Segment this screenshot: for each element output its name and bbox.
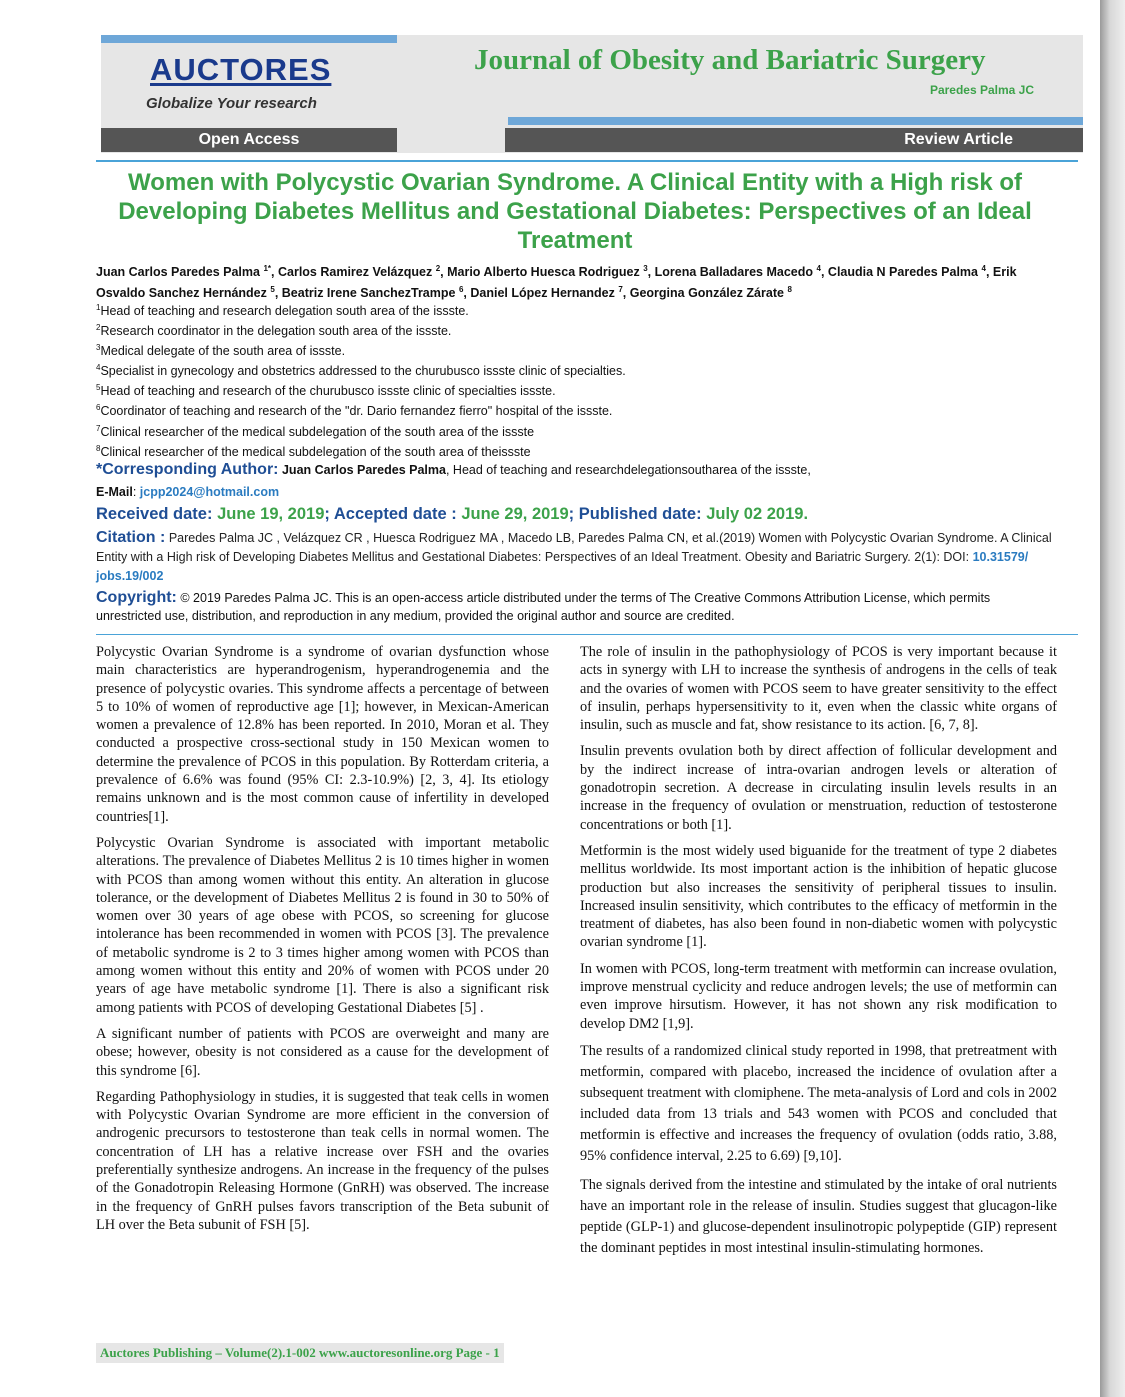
affiliation-number: 5 [96, 383, 101, 393]
email-line: E-Mail: jcpp2024@hotmail.com [96, 485, 280, 499]
paragraph: In women with PCOS, long-term treatment with metformin can increase ovulation, improve menstrual cyclicity and reduce androgen levels; the use of metformin can even improve hirsutism. However, it has not shown any risk modification to develop DM2 [1,9]. [580, 960, 1057, 1032]
affiliation-number: 2 [96, 323, 101, 333]
divider [96, 634, 1078, 635]
paragraph: Polycystic Ovarian Syndrome is associated with important metabolic alterations. The prevalence of Diabetes Mellitus 2 is 10 times higher in women with PCOS than among women without this entity. An alteration in glucose tolerance, or the development of Diabetes Mellitus 2 is found in 30 to 50% of women over 30 years of age obese with PCOS, so screening for glucose intolerance has been recommended in women with PCOS [3]. The prevalence of metabolic syndrome is 2 to 3 times higher among women with PCOS than among women without this entity and 20% of women with PCOS under 20 years of age have metabolic syndrome [1]. There is also a significant risk among patients with PCOS of developing Gestational Diabetes [5] . [96, 834, 549, 1016]
citation-label: Citation : [96, 529, 166, 546]
corresponding-detail: , Head of teaching and researchdelegationsoutharea of the issste, [445, 463, 811, 477]
affiliation [96, 419, 1056, 439]
affiliation [96, 298, 1056, 318]
author-affiliation-mark: 7 [618, 285, 623, 295]
header-accent-line [101, 35, 397, 43]
paragraph: The signals derived from the intestine and stimulated by the intake of oral nutrients have an important role in the release of insulin. Studies suggest that glucagon-like peptide (GLP-1) and glucose-dependent insulinotropic polypeptide (GIP) represent the dominant peptides in most intestinal insulin-stimulating hormones. [580, 1176, 1057, 1256]
doi-link[interactable]: 10.31579/ jobs.19/002 [96, 550, 1029, 583]
corresponding-name: Juan Carlos Paredes Palma [281, 463, 446, 477]
page-edge-shadow [1100, 0, 1125, 1397]
affiliation-number: 7 [96, 423, 101, 433]
body-column-left [96, 643, 549, 1242]
publisher-logo: AUCTORES [150, 52, 332, 87]
citation-journal: Obesity and Bariatric Surgery. 2(1): DOI: [744, 550, 970, 564]
paragraph: Polycystic Ovarian Syndrome is a syndrome of ovarian dysfunction whose main characteristics are hyperandrogenism, hyperandrogenemia and the presence of polycystic ovaries. This syndrome affects a percentage of between 5 to 10% of women of reproductive age [1]; however, in Mexican-American women a prevalence of 12.8% has been reported. In 2010, Moran et al. They conducted a prospective cross-sectional study in 150 Mexican women to determine the prevalence of PCOS in this population. By Rotterdam criteria, a prevalence of 6.6% was found (95% CI: 2.3-10.9%) [2, 3, 4]. Its etiology remains unknown and is the most common cause of infertility in developed countries[1]. [96, 644, 549, 825]
copyright-text: © 2019 Paredes Palma JC. This is an open-access article distributed under the terms of The Creative Commons Attribution License, which permits unrestricted use, distribution, and reproduction in any medium, provided the original author and source are credited. [96, 591, 991, 623]
journal-title: Journal of Obesity and Bariatric Surgery [474, 44, 986, 76]
affiliation-text: Head of teaching and research delegation south area of the issste. [100, 304, 469, 319]
open-access-badge: Open Access [101, 128, 397, 152]
author-name: Beatriz Irene SanchezTrampe [281, 286, 456, 301]
accepted-label: Accepted date : [333, 505, 457, 523]
author-affiliation-mark: 8 [787, 285, 792, 295]
affiliation [96, 439, 1056, 459]
affiliation-text: Coordinator of teaching and research of the "dr. Dario fernandez fierro" hospital of the issste. [100, 404, 613, 419]
author-affiliation-mark: 2 [435, 264, 441, 273]
affiliation [96, 338, 1056, 358]
affiliation-number: 8 [96, 443, 101, 453]
paragraph: A significant number of patients with PCOS are overweight and many are obese; however, obesity is not considered as a cause for the development of this syndrome [6]. [96, 1025, 549, 1079]
page-footer: Auctores Publishing – Volume(2).1-002 www.auctoresonline.org Page - 1 [96, 1343, 504, 1363]
author-name: Erik Osvaldo Sanchez Hernández [96, 265, 1017, 301]
affiliation-number: 6 [96, 403, 101, 413]
affiliation-text: Research coordinator in the delegation south area of the issste. [100, 324, 452, 339]
running-author: Paredes Palma JC [929, 83, 1034, 97]
accepted-date: June 29, 2019 [461, 505, 569, 523]
dates-line: Received date: June 19, 2019; Accepted date : June 29, 2019; Published date: July 02 2019. [96, 505, 809, 523]
citation-text: Paredes Palma JC , Velázquez CR , Huesca Rodriguez MA , Macedo LB, Paredes Palma CN, et al.(2019) Women with Polycystic Ovarian Syndrome. A Clinical Entity with a High risk of Developing Diabetes Mellitus and Gestational Diabetes: Perspectives of an Ideal Treatment. [96, 531, 1052, 564]
corresponding-label: *Corresponding Author: [96, 461, 279, 478]
paragraph: The role of insulin in the pathophysiology of PCOS is very important because it acts in synergy with LH to increase the synthesis of androgens in the cells of teak and the ovaries of women with PCOS seem to have greater sensitivity to the effect of insulin, perhaps hypersensitivity to it, even when the classic white organs of insulin, such as muscle and fat, show resistance to its action. [6, 7, 8]. [580, 644, 1057, 734]
header-accent-line-right [508, 117, 1083, 125]
author-name: Carlos Ramirez Velázquez [277, 265, 433, 280]
affiliation-text: Clinical researcher of the medical subdelegation of the south area of theissste [100, 444, 531, 459]
author-affiliation-mark: 4 [981, 264, 986, 273]
affiliation-number: 1 [96, 303, 101, 312]
divider [96, 160, 1078, 162]
received-label: Received date: [96, 505, 213, 523]
author-list: Juan Carlos Paredes Palma $^{1*}$, Carlos Ramirez Velázquez $^2$, Mario Alberto Huesca Rodriguez $^3$, Lorena Balladares Macedo $^4$, Claudia N Paredes Palma $^4$, Erik Osvaldo Sanchez Hernández $^5$, Beatriz Irene SanchezTrampe $^6$, Daniel López Hernandez $^7$, Georgina González Zárate $^8$ [96, 264, 1017, 301]
article-title: Women with Polycystic Ovarian Syndrome. A Clinical Entity with a High risk of Developing Diabetes Mellitus and Gestational Diabetes: Perspectives of an Ideal Treatment [118, 169, 1032, 254]
paragraph: The results of a randomized clinical study reported in 1998, that pretreatment with metformin, compared with placebo, increased the incidence of ovulation after a subsequent treatment with clomiphene. The meta-analysis of Lord and cols in 2002 included data from 13 trials and 543 women with PCOS and concluded that metformin is effective and increases the frequency of ovulation (odds ratio, 3.88, 95% confidence interval, 2.25 to 6.69) [9,10]. [580, 1042, 1057, 1164]
copyright [96, 589, 1056, 625]
author-affiliation-mark: 3 [643, 264, 648, 273]
affiliation-list [96, 298, 1056, 459]
paragraph: Metformin is the most widely used biguanide for the treatment of type 2 diabetes mellitus worldwide. Its most important action is the inhibition of hepatic glucose production but also increases the sensitivity of peripheral tissues to insulin. Increased insulin sensitivity, which contributes to the efficacy of metformin in the treatment of diabetes, has also been found in non-diabetic women with polycystic ovarian syndrome [1]. [580, 842, 1057, 951]
author-name: Georgina González Zárate [629, 286, 784, 301]
body-column-right [580, 643, 1057, 1267]
author-affiliation-mark: 5 [270, 285, 275, 295]
published-date: July 02 2019. [706, 505, 809, 523]
affiliation-text: Specialist in gynecology and obstetrics addressed to the churubusco issste clinic of specialties. [100, 364, 626, 379]
affiliation-number: 4 [96, 363, 101, 373]
author-name: Mario Alberto Huesca Rodriguez [447, 265, 640, 280]
author-name: Juan Carlos Paredes Palma [96, 265, 260, 280]
paragraph: Insulin prevents ovulation both by direct affection of follicular development and by the indirect increase of intra-ovarian androgen levels or alteration of gonadotropin secretion. A decrease in circulating insulin levels results in an increase in the frequency of ovulation or menstruation, reduction of testosterone concentrations or both [1]. [580, 743, 1057, 833]
affiliation [96, 358, 1056, 378]
affiliation-text: Medical delegate of the south area of issste. [100, 344, 346, 359]
affiliation [96, 398, 1056, 418]
author-name: Claudia N Paredes Palma [827, 265, 978, 280]
affiliation-number: 3 [96, 343, 101, 353]
affiliation [96, 378, 1056, 398]
email-link[interactable]: jcpp2024@hotmail.com [139, 485, 280, 499]
publisher-tagline: Globalize Your research [146, 95, 317, 112]
author-affiliation-mark: 4 [816, 264, 821, 273]
author-name: Lorena Balladares Macedo [654, 265, 814, 280]
affiliation-text: Head of teaching and research of the churubusco issste clinic of specialties issste. [100, 384, 556, 399]
paragraph: Regarding Pathophysiology in studies, it is suggested that teak cells in women with Polycystic Ovarian Syndrome are more efficient in the conversion of androgenic precursors to testosterone than teak cells in normal women. The concentration of LH has a relative increase over FSH and the ovaries preferentially synthesize androgens. An increase in the frequency of the pulses of the Gonadotropin Releasing Hormone (GnRH) was observed. The increase in the frequency of GnRH pulses favors transcription of the Beta subunit of LH over the Beta subunit of FSH [5]. [96, 1088, 549, 1233]
author-affiliation-mark: 1* [263, 264, 272, 273]
article-type-badge: Review Article [505, 128, 1083, 152]
affiliation [96, 318, 1056, 338]
email-label: E-Mail [96, 485, 133, 499]
citation [96, 528, 1056, 586]
author-name: Daniel López Hernandez [470, 286, 615, 301]
affiliation-text: Clinical researcher of the medical subdelegation of the south area of the issste [100, 424, 535, 439]
published-label: Published date: [578, 505, 702, 523]
author-affiliation-mark: 6 [458, 285, 464, 295]
received-date: June 19, 2019 [217, 505, 325, 523]
corresponding-author [96, 461, 1076, 479]
copyright-label: Copyright: [96, 589, 177, 606]
